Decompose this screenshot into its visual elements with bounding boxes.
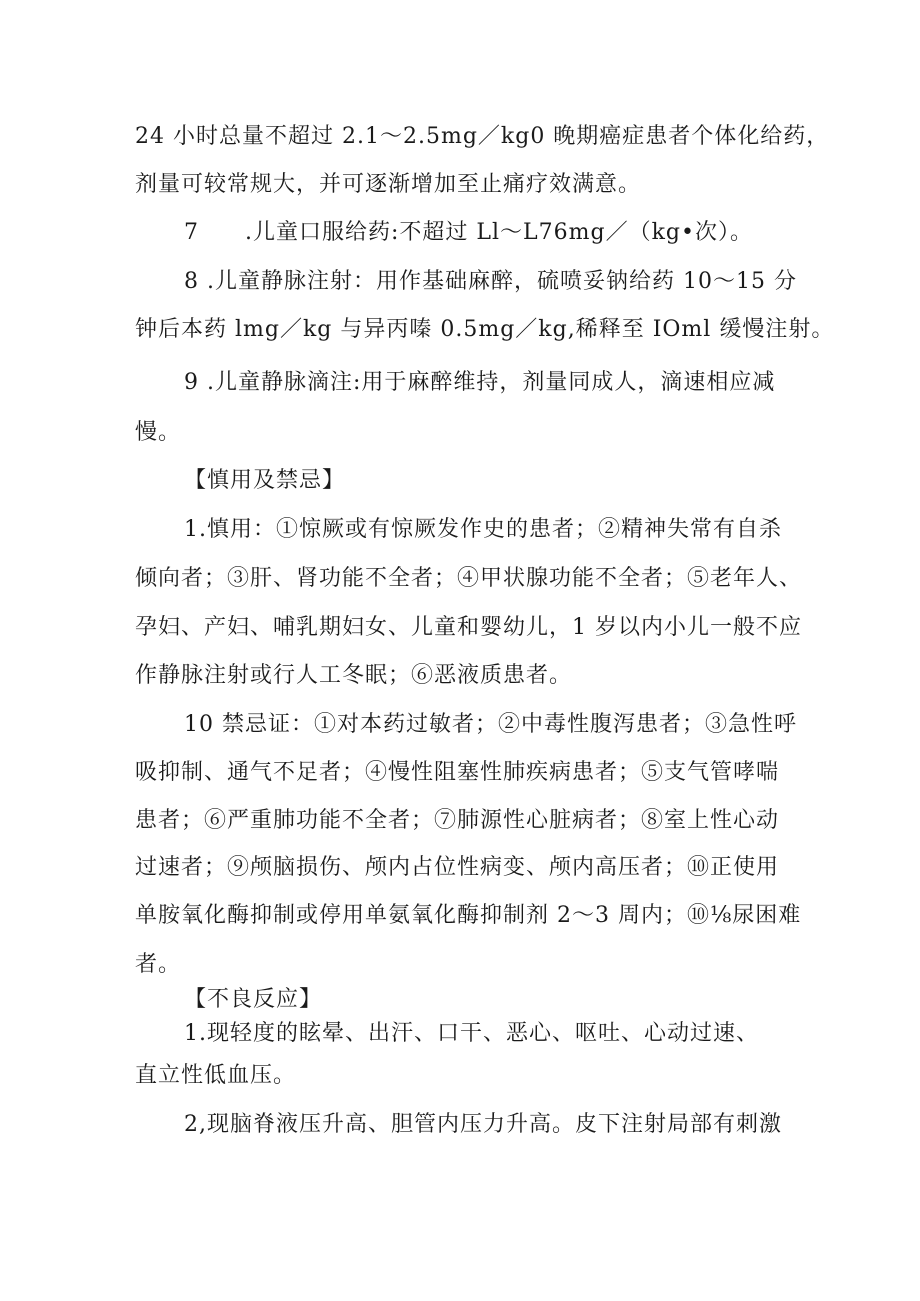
text-line-11: 孕妇、产妇、哺乳期妇女、儿童和婴幼儿，1 岁以内小儿一般不应	[135, 615, 802, 640]
section-heading-adverse-reactions: 【不良反应】	[184, 987, 323, 1012]
text-line-10: 倾向者；③肝、肾功能不全者；④甲状腺功能不全者；⑤老年人、	[135, 566, 803, 591]
text-line-16: 过速者；⑨颅脑损伤、颅内占位性病变、颅内高压者；⑩正使用	[135, 855, 780, 880]
text-line-20: 1.现轻度的眩晕、出汗、口干、恶心、呕吐、心动过速、	[184, 1021, 759, 1046]
text-line-14: 吸抑制、通气不足者；④慢性阻塞性肺疾病患者；⑤支气管哮喘	[135, 760, 780, 785]
section-heading-caution-contraindication: 【慎用及禁忌】	[184, 468, 346, 493]
text-line-9: 1.慎用：①惊厥或有惊厥发作史的患者；②精神失常有自杀	[184, 517, 782, 542]
text-line-6: 9 .儿童静脉滴注:用于麻醉维持，剂量同成人，滴速相应减	[184, 370, 776, 395]
text-line-21: 直立性低血压。	[135, 1063, 297, 1088]
text-line-7: 慢。	[135, 420, 182, 445]
text-line-12: 作静脉注射或行人工冬眠；⑥恶液质患者。	[135, 663, 573, 688]
text-line-3: 7 .儿童口服给药:不超过 Ll～L76mg／（kg•次）。	[184, 220, 753, 245]
text-line-1: 24 小时总量不超过 2.1～2.5mg／kg0 晚期癌症患者个体化给药，	[135, 124, 830, 149]
text-line-18: 者。	[135, 952, 182, 977]
text-line-13: 10 禁忌证：①对本药过敏者；②中毒性腹泻患者；③急性呼	[184, 712, 797, 737]
text-line-22: 2,现脑脊液压升高、胆管内压力升高。皮下注射局部有刺激	[184, 1112, 782, 1137]
text-line-17: 单胺氧化酶抑制或停用单氨氧化酶抑制剂 2～3 周内；⑩⅛尿困难	[135, 903, 802, 928]
text-line-4: 8 .儿童静脉注射：用作基础麻醉，硫喷妥钠给药 10～15 分	[184, 269, 797, 294]
text-line-5: 钟后本药 lmg／kg 与异丙嗪 0.5mg／kg,稀释至 IOml 缓慢注射。	[135, 317, 835, 342]
text-line-15: 患者；⑥严重肺功能不全者；⑦肺源性心脏病者；⑧室上性心动	[135, 808, 780, 833]
text-line-2: 剂量可较常规大，并可逐渐增加至止痛疗效满意。	[135, 172, 642, 197]
